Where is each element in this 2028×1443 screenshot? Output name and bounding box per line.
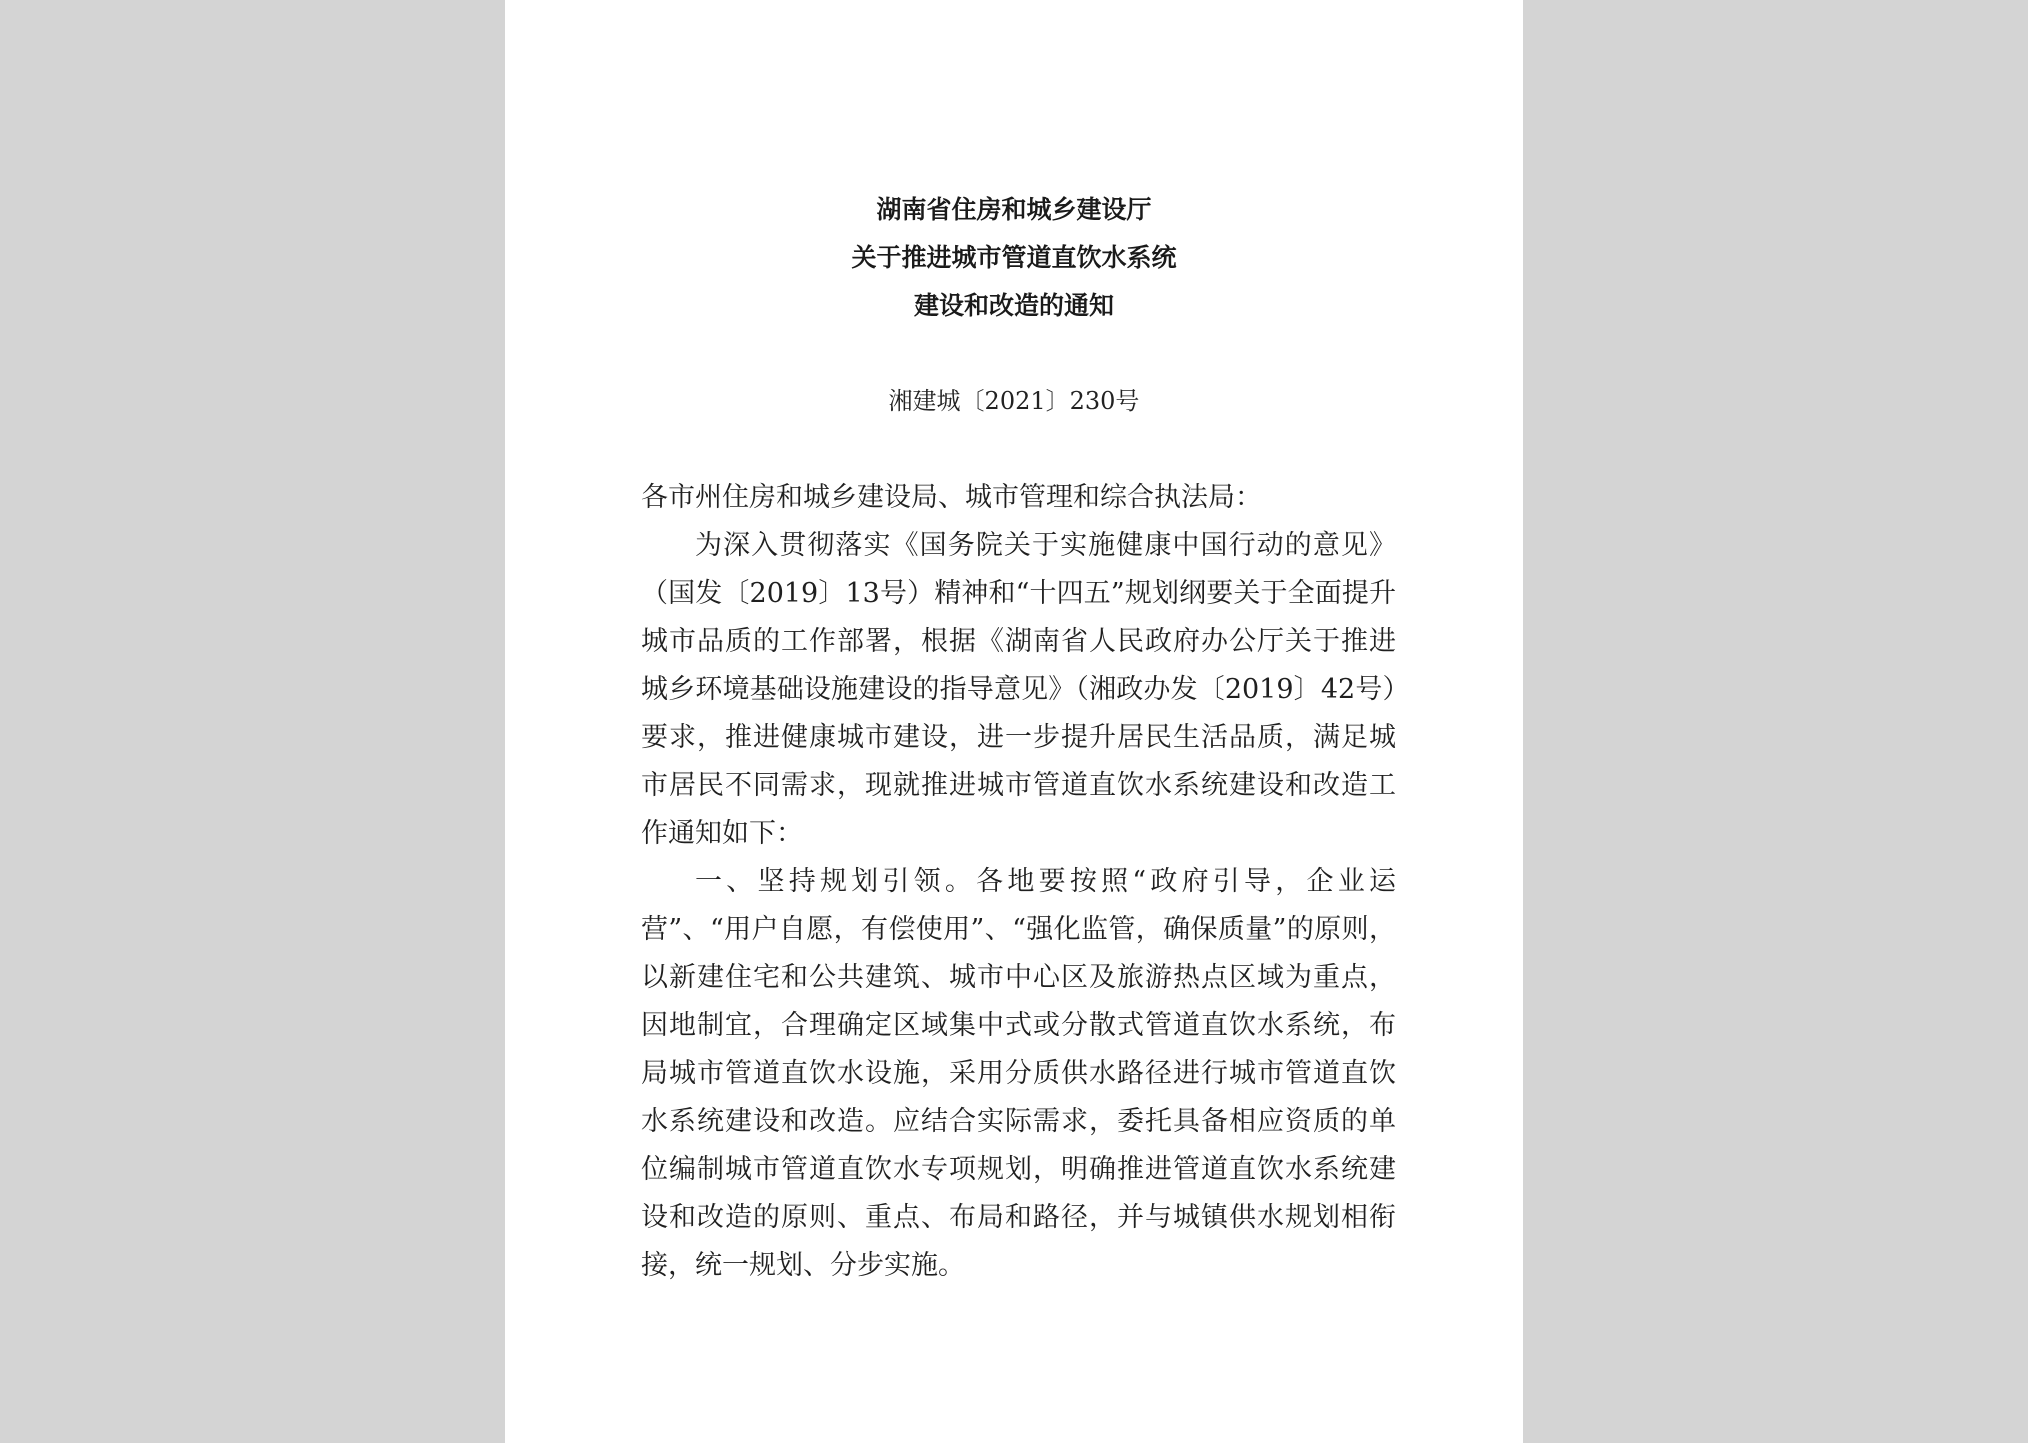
title-line-1: 湖南省住房和城乡建设厅 bbox=[876, 195, 1152, 224]
title-line-2: 关于推进城市管道直饮水系统 bbox=[851, 243, 1177, 272]
salutation: 各市州住房和城乡建设局、城市管理和综合执法局： bbox=[641, 482, 1262, 513]
paragraph-section-1: 一、坚持规划引领。各地要按照“政府引导，企业运营”、“用户自愿，有偿使用”、“强化监管，确保质量”的原则，以新建住宅和公共建筑、城市中心区及旅游热点区域为重点，因地制宜，合理确定区域集中式或分散式管道直饮水系统，布局城市管道直饮水设施，采用分质供水路径进行城市管道直饮水系统建设和改造。应结合实际需求，委托具备相应资质的单位编制城市管道直饮水专项规划，明确推进管道直饮水系统建设和改造的原则、重点、布局和路径，并与城镇供水规划相衔接，统一规划、分步实施。 bbox=[641, 866, 1396, 1281]
document-title bbox=[505, 186, 1523, 330]
paragraph-intro: 为深入贯彻落实《国务院关于实施健康中国行动的意见》（国发〔2019〕13号）精神和“十四五”规划纲要关于全面提升城市品质的工作部署，根据《湖南省人民政府办公厅关于推进城乡环境基础设施建设的指导意见》（湘政办发〔2019〕42号）要求，推进健康城市建设，进一步提升居民生活品质，满足城市居民不同需求，现就推进城市管道直饮水系统建设和改造工作通知如下： bbox=[641, 530, 1396, 849]
title-line-3: 建设和改造的通知 bbox=[913, 291, 1114, 320]
document-body bbox=[641, 474, 1396, 1290]
document-page bbox=[505, 0, 1523, 1443]
document-number: 湘建城〔2021〕230号 bbox=[888, 387, 1140, 415]
